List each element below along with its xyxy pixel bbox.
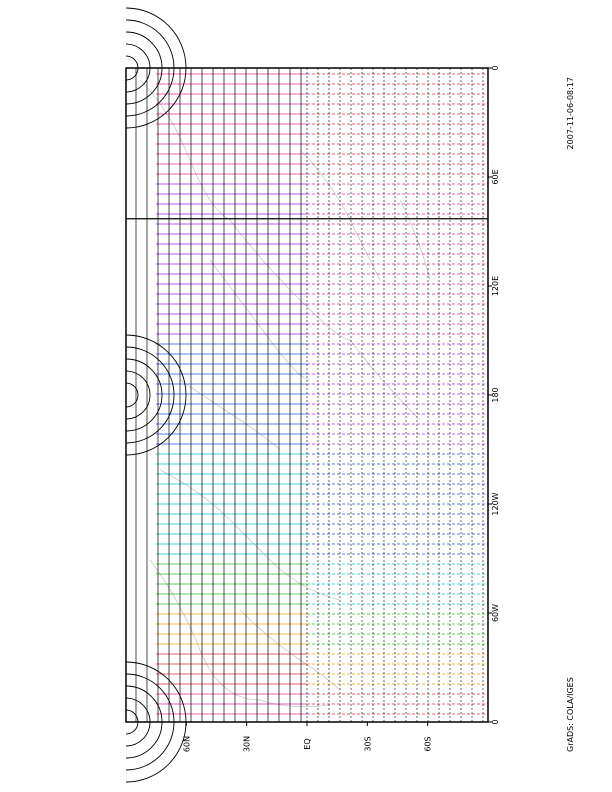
longitude-ticks	[488, 65, 500, 724]
lat-tick-label: 30S	[363, 736, 373, 752]
credit-label: GrADS: COLA/IGES	[566, 677, 575, 752]
lon-tick-label: 0	[491, 65, 500, 71]
lon-tick-label: 60W	[491, 603, 500, 623]
lon-tick-label: 60E	[491, 169, 500, 185]
lat-tick-label: 30N	[242, 735, 252, 753]
coastline	[160, 470, 340, 600]
lat-tick-label: 60N	[182, 735, 192, 753]
lon-tick-label: 0	[491, 719, 500, 725]
contour-lines	[126, 8, 488, 782]
latitude-ticks	[182, 722, 432, 752]
contour-arc	[126, 335, 186, 455]
coastline	[400, 200, 430, 280]
coastline	[210, 260, 310, 380]
timestamp-label: 2007-11-06-08:17	[566, 77, 575, 150]
coastline	[150, 560, 330, 707]
lat-tick-label: EQ	[303, 738, 312, 750]
coastline	[180, 380, 280, 450]
lon-tick-label: 120W	[491, 492, 500, 516]
contour-arc	[126, 359, 162, 431]
coastline	[140, 80, 420, 420]
lat-tick-label: 60S	[423, 736, 433, 752]
lon-tick-label: 120E	[491, 275, 500, 297]
lon-tick-label: 180	[491, 387, 500, 403]
